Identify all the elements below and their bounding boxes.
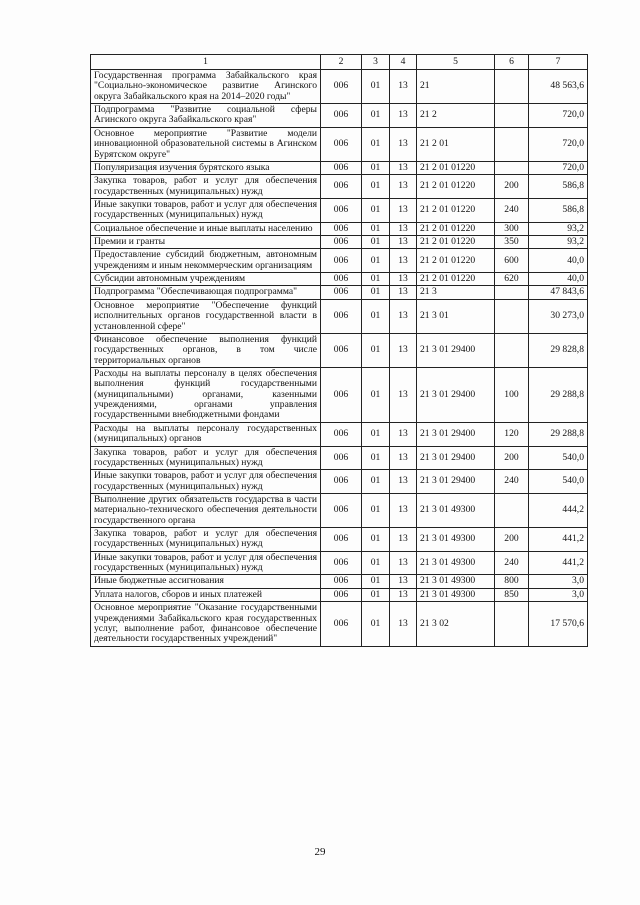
- target-article-cell: 21 2: [417, 104, 495, 128]
- table-row: [91, 249, 588, 273]
- ministry-code-cell: 006: [321, 493, 362, 527]
- table-row: [91, 161, 588, 174]
- ministry-code-cell: 006: [321, 70, 362, 104]
- column-header-5: 5: [417, 55, 495, 70]
- amount-cell: 29 828,8: [529, 333, 588, 367]
- ministry-code-cell: 006: [321, 367, 362, 422]
- expense-type-cell: 800: [495, 575, 529, 588]
- subsection-code-cell: 13: [390, 551, 417, 575]
- expense-type-cell: [495, 493, 529, 527]
- table-row: [91, 602, 588, 646]
- target-article-cell: 21 2 01: [417, 127, 495, 161]
- ministry-code-cell: 006: [321, 588, 362, 601]
- row-name-cell: Подпрограмма "Развитие социальной сферы Агинского округа Забайкальского края": [91, 104, 321, 128]
- expense-type-cell: 200: [495, 528, 529, 552]
- subsection-code-cell: 13: [390, 286, 417, 299]
- subsection-code-cell: 13: [390, 236, 417, 249]
- subsection-code-cell: 13: [390, 588, 417, 601]
- table-row: [91, 493, 588, 527]
- row-name-cell: Основное мероприятие "Обеспечение функций исполнительных органов государственной власти в установленной сфере": [91, 299, 321, 333]
- column-header-3: 3: [362, 55, 390, 70]
- expense-type-cell: 240: [495, 551, 529, 575]
- target-article-cell: 21 3 01 49300: [417, 528, 495, 552]
- target-article-cell: 21 3 01 49300: [417, 575, 495, 588]
- table-row: [91, 422, 588, 446]
- amount-cell: 586,8: [529, 198, 588, 222]
- row-name-cell: Основное мероприятие "Оказание государственными учреждениями Забайкальского края государственных услуг, выполнение работ, финансовое обеспечение деятельности государственных учреждений": [91, 602, 321, 646]
- section-code-cell: 01: [362, 446, 390, 470]
- section-code-cell: 01: [362, 104, 390, 128]
- expense-type-cell: [495, 286, 529, 299]
- section-code-cell: 01: [362, 198, 390, 222]
- section-code-cell: 01: [362, 273, 390, 286]
- subsection-code-cell: 13: [390, 446, 417, 470]
- section-code-cell: 01: [362, 528, 390, 552]
- section-code-cell: 01: [362, 470, 390, 494]
- ministry-code-cell: 006: [321, 104, 362, 128]
- table-row: [91, 299, 588, 333]
- ministry-code-cell: 006: [321, 333, 362, 367]
- ministry-code-cell: 006: [321, 299, 362, 333]
- section-code-cell: 01: [362, 299, 390, 333]
- ministry-code-cell: 006: [321, 446, 362, 470]
- subsection-code-cell: 13: [390, 575, 417, 588]
- target-article-cell: 21 3 01 49300: [417, 588, 495, 601]
- row-name-cell: Иные бюджетные ассигнования: [91, 575, 321, 588]
- amount-cell: 720,0: [529, 104, 588, 128]
- amount-cell: 47 843,6: [529, 286, 588, 299]
- expense-type-cell: 600: [495, 249, 529, 273]
- table-row: [91, 333, 588, 367]
- expense-type-cell: 300: [495, 222, 529, 235]
- target-article-cell: 21: [417, 70, 495, 104]
- section-code-cell: 01: [362, 575, 390, 588]
- row-name-cell: Субсидии автономным учреждениям: [91, 273, 321, 286]
- table-row: [91, 222, 588, 235]
- table-row: [91, 588, 588, 601]
- amount-cell: 40,0: [529, 249, 588, 273]
- section-code-cell: 01: [362, 333, 390, 367]
- amount-cell: 40,0: [529, 273, 588, 286]
- target-article-cell: 21 2 01 01220: [417, 198, 495, 222]
- amount-cell: 444,2: [529, 493, 588, 527]
- target-article-cell: 21 3 01 29400: [417, 446, 495, 470]
- subsection-code-cell: 13: [390, 249, 417, 273]
- row-name-cell: Расходы на выплаты персоналу в целях обеспечения выполнения функций государственными (муниципальными) органами, казенными учреждениями, органами управления государственными внебюджетными фондами: [91, 367, 321, 422]
- section-code-cell: 01: [362, 286, 390, 299]
- ministry-code-cell: 006: [321, 127, 362, 161]
- amount-cell: 441,2: [529, 551, 588, 575]
- amount-cell: 17 570,6: [529, 602, 588, 646]
- column-header-4: 4: [390, 55, 417, 70]
- section-code-cell: 01: [362, 249, 390, 273]
- expense-type-cell: 620: [495, 273, 529, 286]
- subsection-code-cell: 13: [390, 367, 417, 422]
- subsection-code-cell: 13: [390, 333, 417, 367]
- table-row: [91, 551, 588, 575]
- expense-type-cell: [495, 127, 529, 161]
- row-name-cell: Закупка товаров, работ и услуг для обеспечения государственных (муниципальных) нужд: [91, 175, 321, 199]
- section-code-cell: 01: [362, 551, 390, 575]
- row-name-cell: Уплата налогов, сборов и иных платежей: [91, 588, 321, 601]
- budget-table: [90, 54, 588, 647]
- expense-type-cell: 850: [495, 588, 529, 601]
- ministry-code-cell: 006: [321, 249, 362, 273]
- target-article-cell: 21 3 01 49300: [417, 551, 495, 575]
- expense-type-cell: 200: [495, 446, 529, 470]
- section-code-cell: 01: [362, 493, 390, 527]
- column-header-6: 6: [495, 55, 529, 70]
- row-name-cell: Основное мероприятие "Развитие модели инновационной образовательной системы в Агинском Бурятском округе": [91, 127, 321, 161]
- target-article-cell: 21 2 01 01220: [417, 273, 495, 286]
- subsection-code-cell: 13: [390, 222, 417, 235]
- table-row: [91, 236, 588, 249]
- amount-cell: 29 288,8: [529, 367, 588, 422]
- row-name-cell: Иные закупки товаров, работ и услуг для обеспечения государственных (муниципальных) нужд: [91, 551, 321, 575]
- subsection-code-cell: 13: [390, 127, 417, 161]
- section-code-cell: 01: [362, 175, 390, 199]
- page-number: 29: [314, 846, 326, 858]
- target-article-cell: 21 2 01 01220: [417, 236, 495, 249]
- row-name-cell: Предоставление субсидий бюджетным, автономным учреждениям и иным некоммерческим организациям: [91, 249, 321, 273]
- expense-type-cell: [495, 299, 529, 333]
- table-row: [91, 198, 588, 222]
- subsection-code-cell: 13: [390, 161, 417, 174]
- amount-cell: 540,0: [529, 446, 588, 470]
- subsection-code-cell: 13: [390, 422, 417, 446]
- expense-type-cell: 240: [495, 470, 529, 494]
- amount-cell: 93,2: [529, 236, 588, 249]
- expense-type-cell: 200: [495, 175, 529, 199]
- table-row: [91, 104, 588, 128]
- section-code-cell: 01: [362, 127, 390, 161]
- row-name-cell: Подпрограмма "Обеспечивающая подпрограмма": [91, 286, 321, 299]
- row-name-cell: Закупка товаров, работ и услуг для обеспечения государственных (муниципальных) нужд: [91, 446, 321, 470]
- section-code-cell: 01: [362, 236, 390, 249]
- target-article-cell: 21 3: [417, 286, 495, 299]
- amount-cell: 3,0: [529, 588, 588, 601]
- table-row: [91, 286, 588, 299]
- amount-cell: 29 288,8: [529, 422, 588, 446]
- column-header-2: 2: [321, 55, 362, 70]
- row-name-cell: Социальное обеспечение и иные выплаты населению: [91, 222, 321, 235]
- amount-cell: 3,0: [529, 575, 588, 588]
- ministry-code-cell: 006: [321, 175, 362, 199]
- amount-cell: 441,2: [529, 528, 588, 552]
- expense-type-cell: 240: [495, 198, 529, 222]
- amount-cell: 586,8: [529, 175, 588, 199]
- expense-type-cell: 120: [495, 422, 529, 446]
- amount-cell: 720,0: [529, 161, 588, 174]
- target-article-cell: 21 2 01 01220: [417, 161, 495, 174]
- target-article-cell: 21 3 01 49300: [417, 493, 495, 527]
- ministry-code-cell: 006: [321, 222, 362, 235]
- section-code-cell: 01: [362, 222, 390, 235]
- expense-type-cell: [495, 70, 529, 104]
- subsection-code-cell: 13: [390, 470, 417, 494]
- subsection-code-cell: 13: [390, 198, 417, 222]
- row-name-cell: Иные закупки товаров, работ и услуг для обеспечения государственных (муниципальных) нужд: [91, 470, 321, 494]
- target-article-cell: 21 3 01 29400: [417, 367, 495, 422]
- expense-type-cell: [495, 333, 529, 367]
- row-name-cell: Расходы на выплаты персоналу государственных (муниципальных) органов: [91, 422, 321, 446]
- ministry-code-cell: 006: [321, 602, 362, 646]
- ministry-code-cell: 006: [321, 198, 362, 222]
- amount-cell: 30 273,0: [529, 299, 588, 333]
- table-row: [91, 175, 588, 199]
- target-article-cell: 21 3 01: [417, 299, 495, 333]
- table-row: [91, 70, 588, 104]
- target-article-cell: 21 2 01 01220: [417, 222, 495, 235]
- header-row: [91, 55, 588, 70]
- table-row: [91, 470, 588, 494]
- section-code-cell: 01: [362, 602, 390, 646]
- target-article-cell: 21 3 01 29400: [417, 333, 495, 367]
- ministry-code-cell: 006: [321, 286, 362, 299]
- subsection-code-cell: 13: [390, 493, 417, 527]
- table-row: [91, 367, 588, 422]
- table-row: [91, 127, 588, 161]
- table-row: [91, 446, 588, 470]
- row-name-cell: Финансовое обеспечение выполнения функций государственных органов, в том числе территориальных органов: [91, 333, 321, 367]
- ministry-code-cell: 006: [321, 422, 362, 446]
- amount-cell: 720,0: [529, 127, 588, 161]
- expense-type-cell: [495, 161, 529, 174]
- ministry-code-cell: 006: [321, 575, 362, 588]
- table-row: [91, 528, 588, 552]
- section-code-cell: 01: [362, 367, 390, 422]
- row-name-cell: Государственная программа Забайкальского края "Социально-экономическое развитие Агинского округа Забайкальского края на 2014–2020 годы": [91, 70, 321, 104]
- expense-type-cell: 100: [495, 367, 529, 422]
- section-code-cell: 01: [362, 422, 390, 446]
- column-header-1: 1: [91, 55, 321, 70]
- row-name-cell: Премии и гранты: [91, 236, 321, 249]
- amount-cell: 540,0: [529, 470, 588, 494]
- row-name-cell: Популяризация изучения бурятского языка: [91, 161, 321, 174]
- amount-cell: 93,2: [529, 222, 588, 235]
- target-article-cell: 21 3 01 29400: [417, 470, 495, 494]
- table-row: [91, 575, 588, 588]
- ministry-code-cell: 006: [321, 551, 362, 575]
- row-name-cell: Выполнение других обязательств государства в части материально-технического обеспечения деятельности государственного органа: [91, 493, 321, 527]
- row-name-cell: Иные закупки товаров, работ и услуг для обеспечения государственных (муниципальных) нужд: [91, 198, 321, 222]
- subsection-code-cell: 13: [390, 273, 417, 286]
- section-code-cell: 01: [362, 70, 390, 104]
- ministry-code-cell: 006: [321, 161, 362, 174]
- expense-type-cell: [495, 104, 529, 128]
- target-article-cell: 21 2 01 01220: [417, 249, 495, 273]
- table-row: [91, 273, 588, 286]
- ministry-code-cell: 006: [321, 236, 362, 249]
- section-code-cell: 01: [362, 588, 390, 601]
- subsection-code-cell: 13: [390, 528, 417, 552]
- ministry-code-cell: 006: [321, 273, 362, 286]
- subsection-code-cell: 13: [390, 602, 417, 646]
- ministry-code-cell: 006: [321, 528, 362, 552]
- expense-type-cell: 350: [495, 236, 529, 249]
- subsection-code-cell: 13: [390, 70, 417, 104]
- subsection-code-cell: 13: [390, 175, 417, 199]
- column-header-7: 7: [529, 55, 588, 70]
- ministry-code-cell: 006: [321, 470, 362, 494]
- subsection-code-cell: 13: [390, 299, 417, 333]
- table-body: [91, 70, 588, 647]
- subsection-code-cell: 13: [390, 104, 417, 128]
- row-name-cell: Закупка товаров, работ и услуг для обеспечения государственных (муниципальных) нужд: [91, 528, 321, 552]
- amount-cell: 48 563,6: [529, 70, 588, 104]
- section-code-cell: 01: [362, 161, 390, 174]
- target-article-cell: 21 2 01 01220: [417, 175, 495, 199]
- target-article-cell: 21 3 01 29400: [417, 422, 495, 446]
- expense-type-cell: [495, 602, 529, 646]
- target-article-cell: 21 3 02: [417, 602, 495, 646]
